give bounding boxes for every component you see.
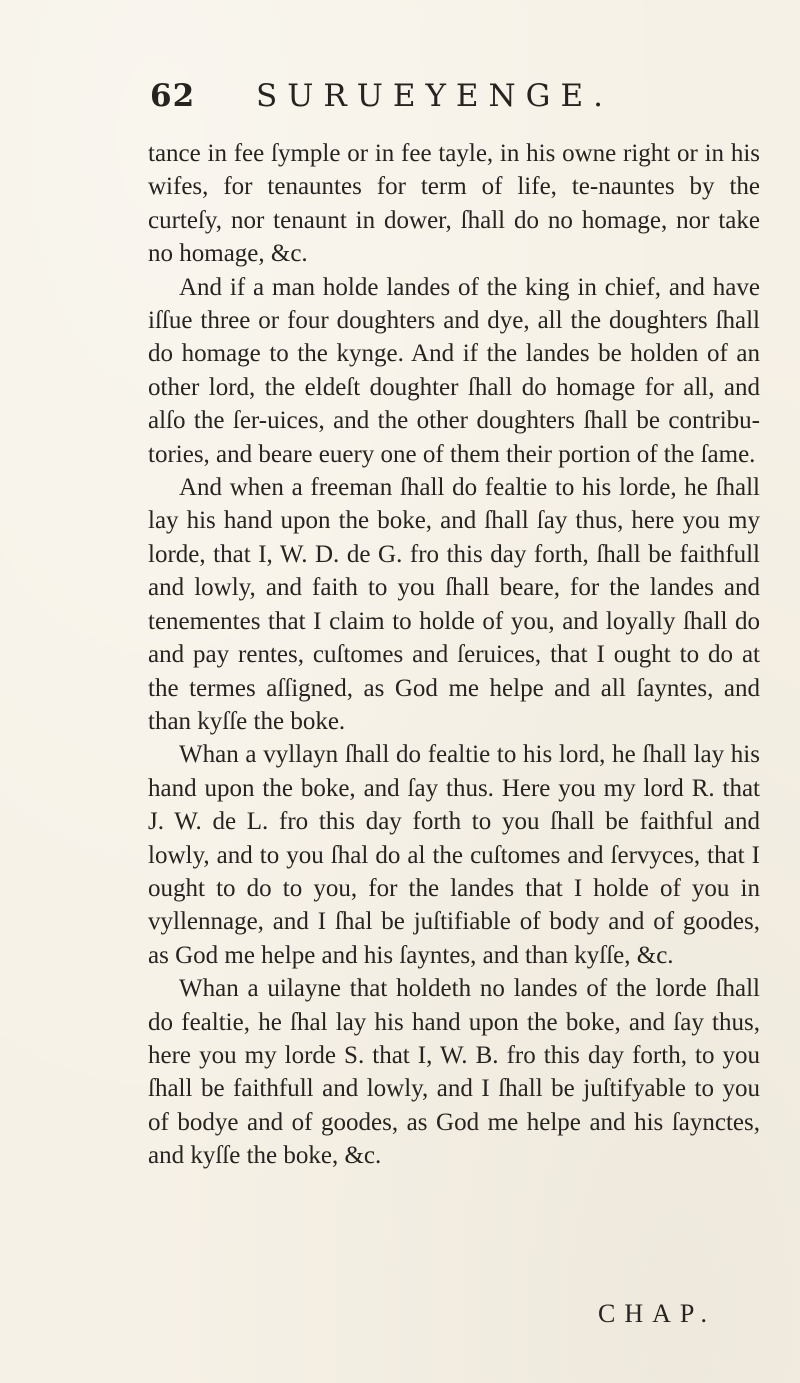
paragraph-continuation: tance in fee ſymple or in fee tayle, in his owne right or in his wifes, for tenauntes for term of life, te-nauntes by the curteſy, nor tenaunt in dower, ſhall do no homage, nor take no homage, &c. — [148, 140, 760, 268]
catchword: CHAP. — [598, 1299, 716, 1328]
page-number: 62 — [150, 78, 196, 114]
paragraph-homage-daughters: And if a man holde landes of the king in chief, and have iſſue three or four doughters and dye, all the doughters ſhall do homage to the kynge. And if the landes be holden of an other lord, the eldeſt doughter ſhall do homage for all, and alſo the ſer-uices, and the other doughters ſhall be contribu-tories, and beare euery one of them their portion of the ſame. — [148, 273, 760, 468]
paragraph-villein-fealty: Whan a vyllayn ſhall do fealtie to his lord, he ſhall lay his hand upon the boke, and ſay thus. Here you my lord R. that J. W. de L. fro this day forth to you ſhall be faithful and lowly, and to you ſhal do al the cuſtomes and ſervyces, that I ought to do to you, for the landes that I holde of you in vyllennage, and I ſhal be juſtifiable of body and of goodes, as God me helpe and his ſayntes, and than kyſſe, &c. — [148, 741, 760, 969]
paragraph-freeman-fealty: And when a freeman ſhall do fealtie to his lorde, he ſhall lay his hand upon the boke, and ſhall ſay thus, here you my lorde, that I, W. D. de G. fro this day forth, ſhall be faithfull and lowly, and faith to you ſhall beare, for the landes and tenementes that I claim to holde of you, and loyally ſhall do and pay rentes, cuſtomes and ſeruices, that I ought to do at the termes aſſigned, as God me helpe and all ſayntes, and than kyſſe the boke. — [148, 474, 760, 735]
page-header — [150, 78, 740, 128]
running-head: SURUEYENGE. — [256, 78, 613, 114]
body-text — [148, 137, 760, 1173]
paragraph-villein-no-lands: Whan a uilayne that holdeth no landes of the lorde ſhall do fealtie, he ſhal lay his hand upon the boke, and ſay thus, here you my lorde S. that I, W. B. fro this day forth, to you ſhall be faithfull and lowly, and I ſhall be juſtifyable to you of bodye and of goodes, as God me helpe and his ſaynctes, and kyſſe the boke, &c. — [148, 975, 760, 1170]
